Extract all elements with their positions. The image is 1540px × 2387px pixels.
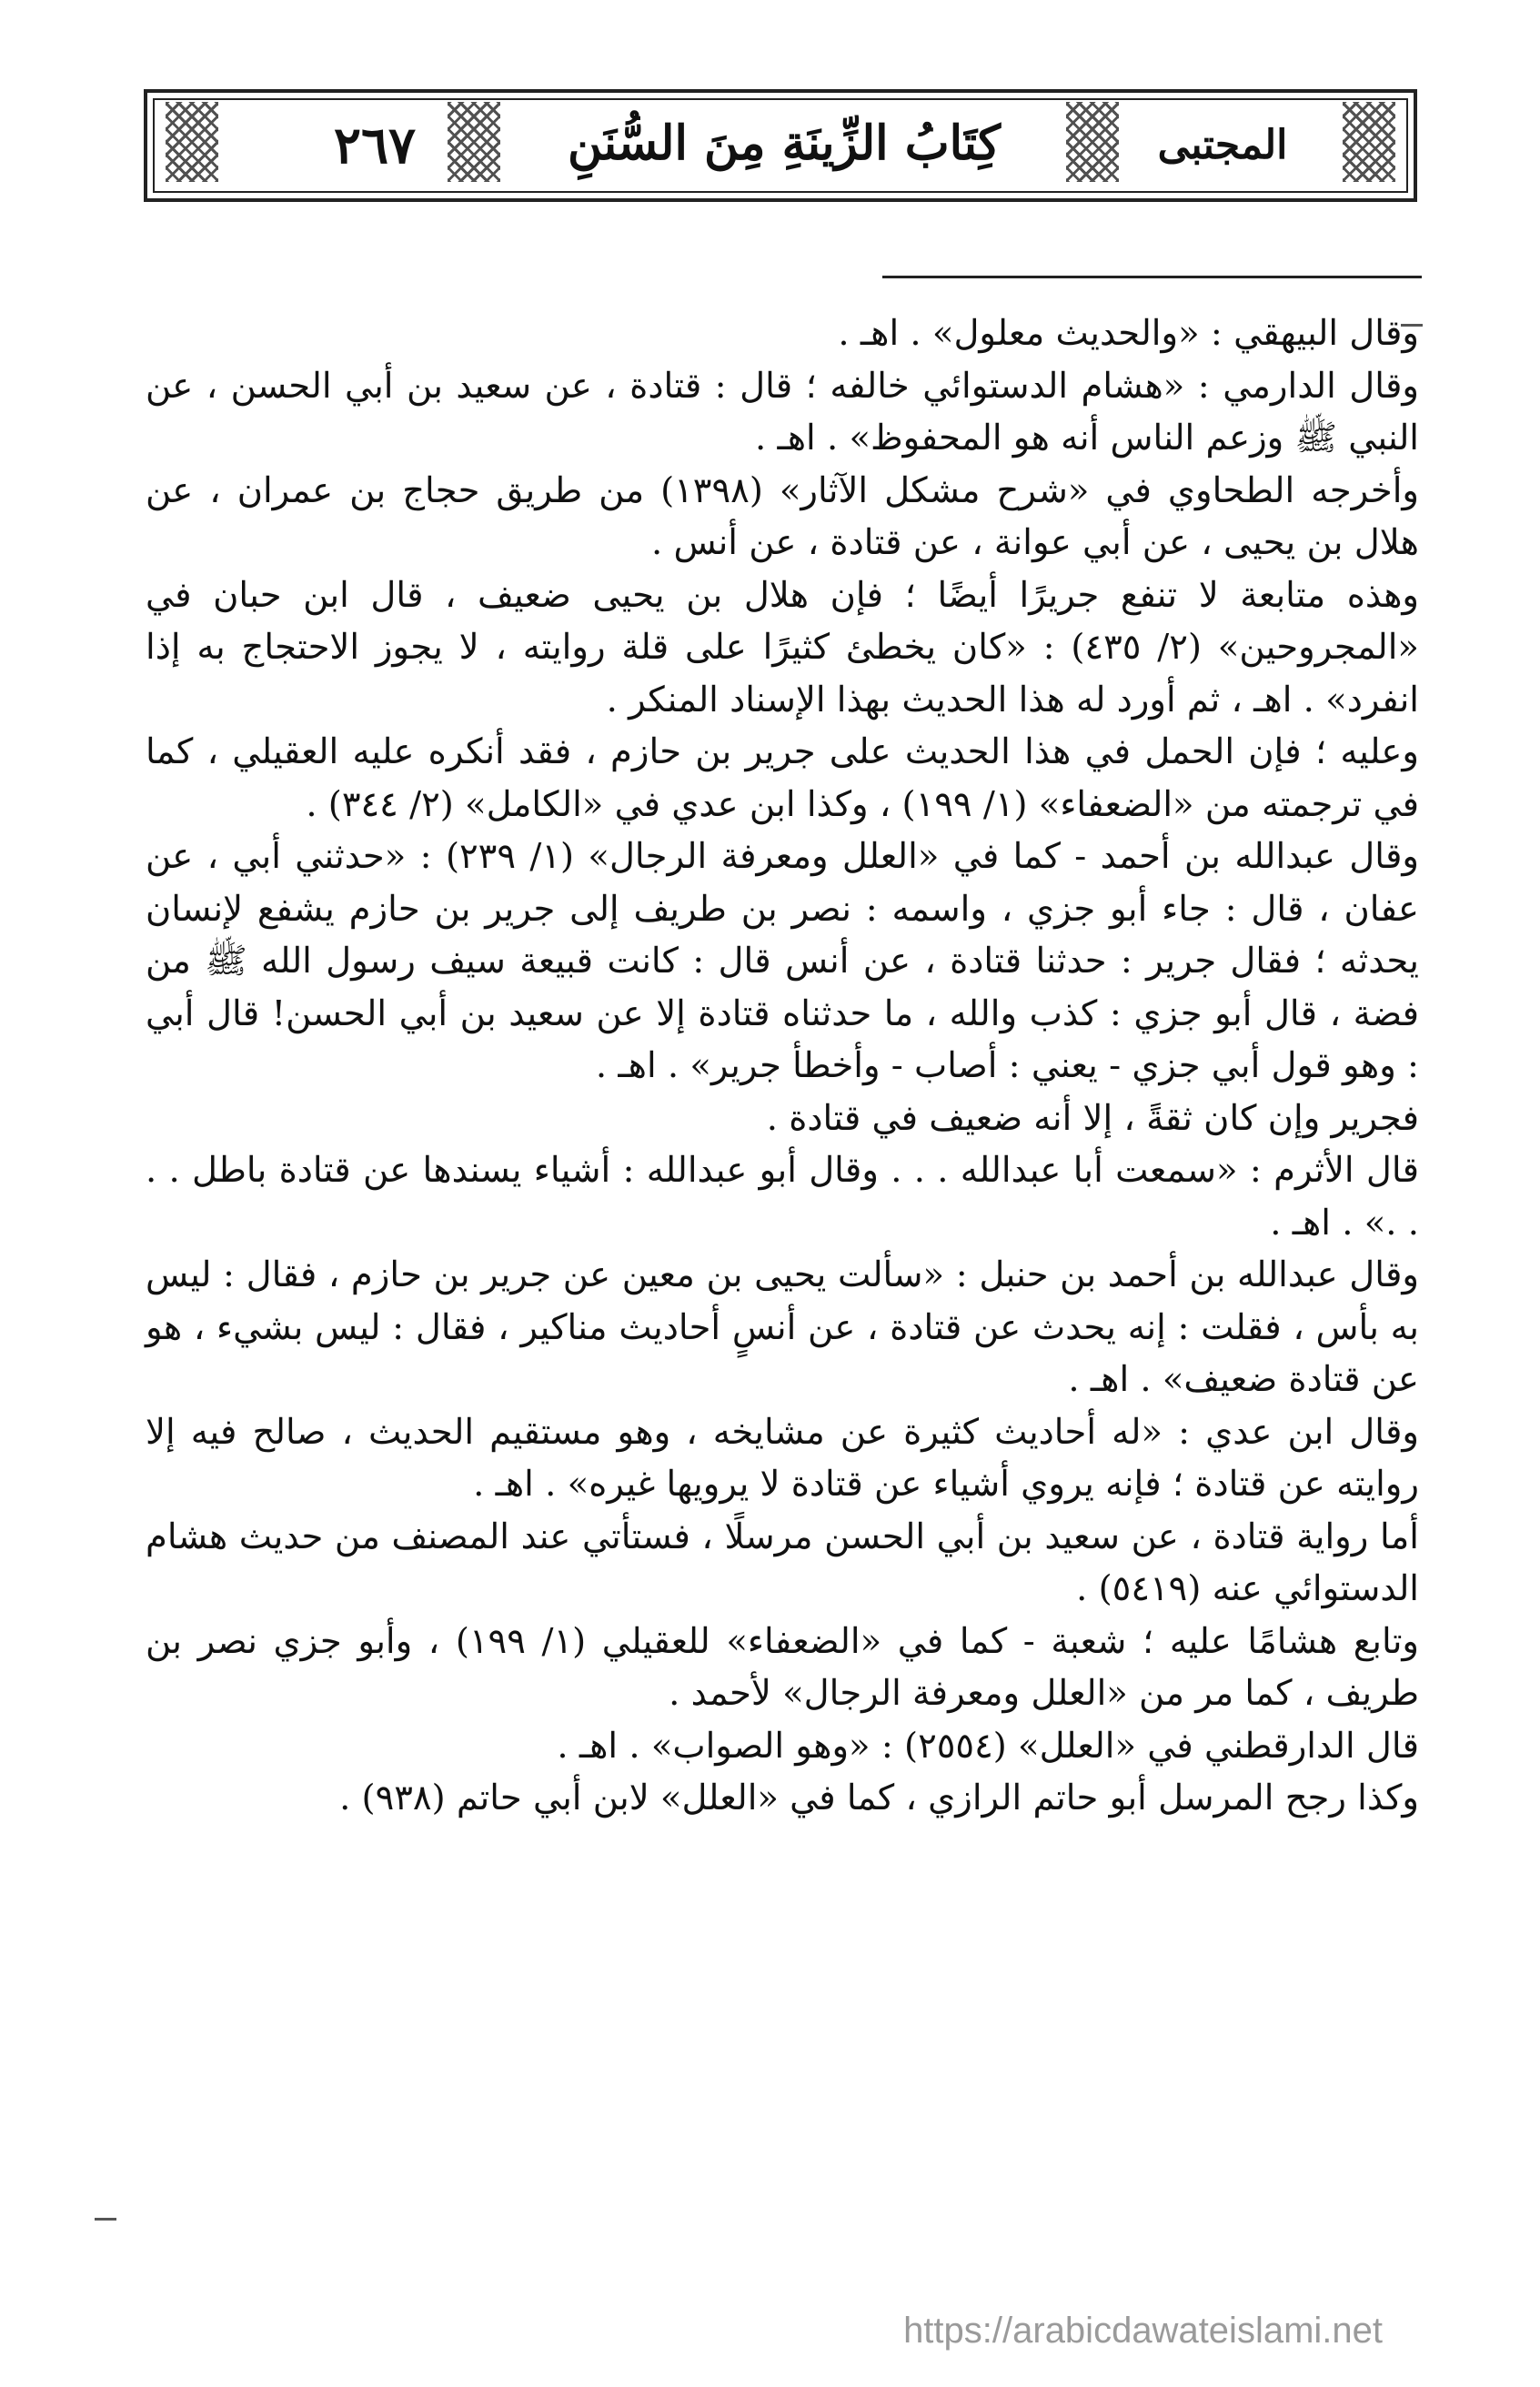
paragraph: وقال البيهقي : «والحديث معلول» . اهـ . [838, 313, 1419, 354]
paragraph: وقال عبدالله بن أحمد - كما في «العلل ومعرفة الرجال» (١/ ٢٣٩) : «حدثني أبي ، عن عفان ، قال : جاء أبو جزي ، واسمه : نصر بن طريف إلى جرير بن حازم يشفع لإنسان يحدثه ؛ فقال جرير : حدثنا قتادة ، عن أنس قال : كانت قبيعة سيف رسول الله ﷺ من فضة ، قال أبو جزي : كذب والله ، ما حدثناه قتادة إلا عن سعيد بن أبي الحسن! قال أبي : وهو قول أبي جزي - يعني : أصاب - وأخطأ جرير» . اهـ . [146, 836, 1419, 1086]
paragraph: وكذا رجح المرسل أبو حاتم الرازي ، كما في «العلل» لابن أبي حاتم (٩٣٨) . [339, 1778, 1419, 1818]
chapter-title: المجتبى [1157, 122, 1288, 168]
margin-mark [95, 2218, 116, 2221]
footnote-separator [882, 276, 1422, 278]
paragraph: وهذه متابعة لا تنفع جريرًا أيضًا ؛ فإن هلال بن يحيى ضعيف ، قال ابن حبان في «المجروحين» (٢/ ٤٣٥) : «كان يخطئ كثيرًا على قلة روايته ، لا يجوز الاحتجاج به إذا انفرد» . اهـ ، ثم أورد له هذا الحديث بهذا الإسناد المنكر . [146, 574, 1419, 720]
footnote-text [146, 307, 1419, 1825]
paragraph: وقال عبدالله بن أحمد بن حنبل : «سألت يحيى بن معين عن جرير بن حازم ، فقال : ليس به بأس ، فقلت : إنه يحدث عن قتادة ، عن أنسٍ أحاديث مناكير ، فقال : ليس بشيء ، هو عن قتادة ضعيف» . اهـ . [146, 1254, 1419, 1400]
paragraph: قال الأثرم : «سمعت أبا عبدالله . . . وقال أبو عبدالله : أشياء يسندها عن قتادة باطل . . . .» . اهـ . [146, 1150, 1419, 1244]
paragraph: قال الدارقطني في «العلل» (٢٥٥٤) : «وهو الصواب» . اهـ . [557, 1725, 1419, 1767]
paragraph: وأخرجه الطحاوي في «شرح مشكل الآثار» (١٣٩٨) من طريق حجاج بن عمران ، عن هلال بن يحيى ، عن أبي عوانة ، عن قتادة ، عن أنس . [146, 469, 1420, 563]
paragraph: أما رواية قتادة ، عن سعيد بن أبي الحسن مرسلًا ، فستأتي عند المصنف من حديث هشام الدستوائي عنه (٥٤١٩) . [146, 1516, 1419, 1609]
page-header [144, 89, 1417, 202]
ornament-icon [166, 102, 218, 182]
paragraph: فجرير وإن كان ثقةً ، إلا أنه ضعيف في قتادة . [766, 1097, 1419, 1139]
paragraph: وعليه ؛ فإن الحمل في هذا الحديث على جرير بن حازم ، فقد أنكره عليه العقيلي ، كما في ترجمته من «الضعفاء» (١/ ١٩٩) ، وكذا ابن عدي في «الكامل» (٢/ ٣٤٤) . [146, 731, 1419, 825]
watermark: https://arabicdawateislami.net [903, 2311, 1383, 2351]
book-title: كِتَابُ الزِّينَةِ مِنَ السُّنَنِ [568, 116, 1001, 171]
paragraph: وقال الدارمي : «هشام الدستوائي خالفه ؛ قال : قتادة ، عن سعيد بن أبي الحسن ، عن النبي ﷺ وزعم الناس أنه هو المحفوظ» . اهـ . [146, 365, 1419, 458]
paragraph: وتابع هشامًا عليه ؛ شعبة - كما في «الضعفاء» للعقيلي (١/ ١٩٩) ، وأبو جزي نصر بن طريف ، كما مر من «العلل ومعرفة الرجال» لأحمد . [146, 1620, 1420, 1714]
page-number: ٢٦٧ [333, 116, 417, 176]
ornament-icon [1343, 102, 1395, 182]
paragraph: وقال ابن عدي : «له أحاديث كثيرة عن مشايخه ، وهو مستقيم الحديث ، صالح فيه إلا روايته عن قتادة ؛ فإنه يروي أشياء عن قتادة لا يرويها غيره» . اهـ . [146, 1411, 1419, 1505]
